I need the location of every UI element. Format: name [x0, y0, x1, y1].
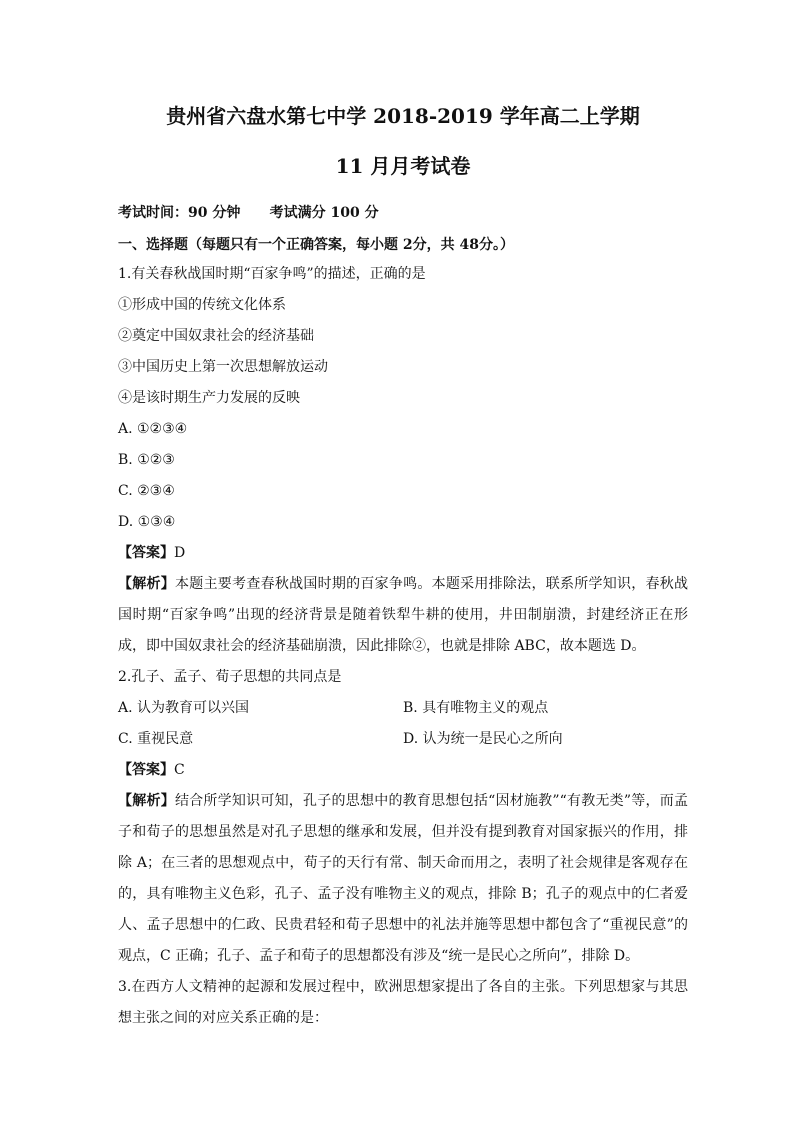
question-2-stem: 2.孔子、孟子、荀子思想的共同点是 — [118, 669, 342, 685]
options-row-2 — [118, 724, 688, 755]
question-3-stem: 3.在西方人文精神的起源和发展过程中，欧洲思想家提出了各自的主张。下列思想家与其思想主张之间的对应关系正确的是： — [118, 979, 688, 1026]
answer-tag: 【答案】 — [118, 762, 174, 778]
option-d: D. ①③④ — [118, 514, 176, 530]
statement-1: ①形成中国的传统文化体系 — [118, 297, 286, 313]
question-1-stem: 1.有关春秋战国时期“百家争鸣”的描述，正确的是 — [118, 266, 426, 282]
exam-title-line1: 贵州省六盘水第七中学 2018-2019 学年高二上学期 — [166, 104, 640, 128]
analysis-text: 本题主要考查春秋战国时期的百家争鸣。本题采用排除法，联系所学知识，春秋战国时期“百家争鸣”出现的经济背景是随着铁犁牛耕的使用，井田制崩溃，封建经济正在形成，即中国奴隶社会的经济基础崩溃，因此排除②，也就是排除 ABC，故本题选 D。 — [118, 576, 689, 654]
answer-tag: 【答案】 — [118, 545, 174, 561]
statement-2: ②奠定中国奴隶社会的经济基础 — [118, 328, 314, 344]
exam-info: 考试时间：90 分钟 考试满分 100 分 — [118, 205, 379, 221]
statement-3: ③中国历史上第一次思想解放运动 — [118, 359, 328, 375]
exam-title-line2: 11 月月考试卷 — [335, 154, 471, 178]
analysis-text: 结合所学知识可知，孔子的思想中的教育思想包括“因材施教”“有教无类”等，而孟子和荀子的思想虽然是对孔子思想的继承和发展，但并没有提到教育对国家振兴的作用，排除 A；在三者的思想观点中，荀子的天行有常、制天命而用之，表明了社会规律是客观存在的，具有唯物主义色彩，孔子、孟子没有唯物主义的观点，排除 B；孔子的观点中的仁者爱人、孟子思想中的仁政、民贵君轻和荀子思想中的礼法并施等思想中都包含了“重视民意”的观点，C 正确；孔子、孟子和荀子的思想都没有涉及“统一是民心之所向”，排除 D。 — [118, 793, 688, 964]
analysis-paragraph — [118, 569, 688, 662]
section-heading: 一、选择题（每题只有一个正确答案，每小题 2分，共 48分。） — [118, 237, 514, 253]
analysis-tag: 【解析】 — [118, 793, 175, 809]
analysis-paragraph — [118, 786, 688, 972]
answer-line — [118, 755, 688, 786]
option-b: B. 具有唯物主义的观点 — [403, 700, 549, 716]
option-d: D. 认为统一是民心之所向 — [403, 731, 563, 747]
answer-value: C — [174, 762, 185, 778]
answer-line — [118, 538, 688, 569]
analysis-tag: 【解析】 — [118, 576, 176, 592]
option-b: B. ①②③ — [118, 452, 175, 468]
option-c: C. ②③④ — [118, 483, 175, 499]
question-3 — [118, 972, 688, 1034]
statement-4: ④是该时期生产力发展的反映 — [118, 390, 300, 406]
option-c: C. 重视民意 — [118, 731, 194, 747]
question-2 — [118, 662, 688, 972]
question-1 — [118, 259, 688, 662]
exam-page — [118, 0, 688, 1034]
answer-value: D — [174, 545, 186, 561]
options-row-1 — [118, 693, 688, 724]
option-a: A. ①②③④ — [118, 421, 188, 437]
option-a: A. 认为教育可以兴国 — [118, 700, 250, 716]
